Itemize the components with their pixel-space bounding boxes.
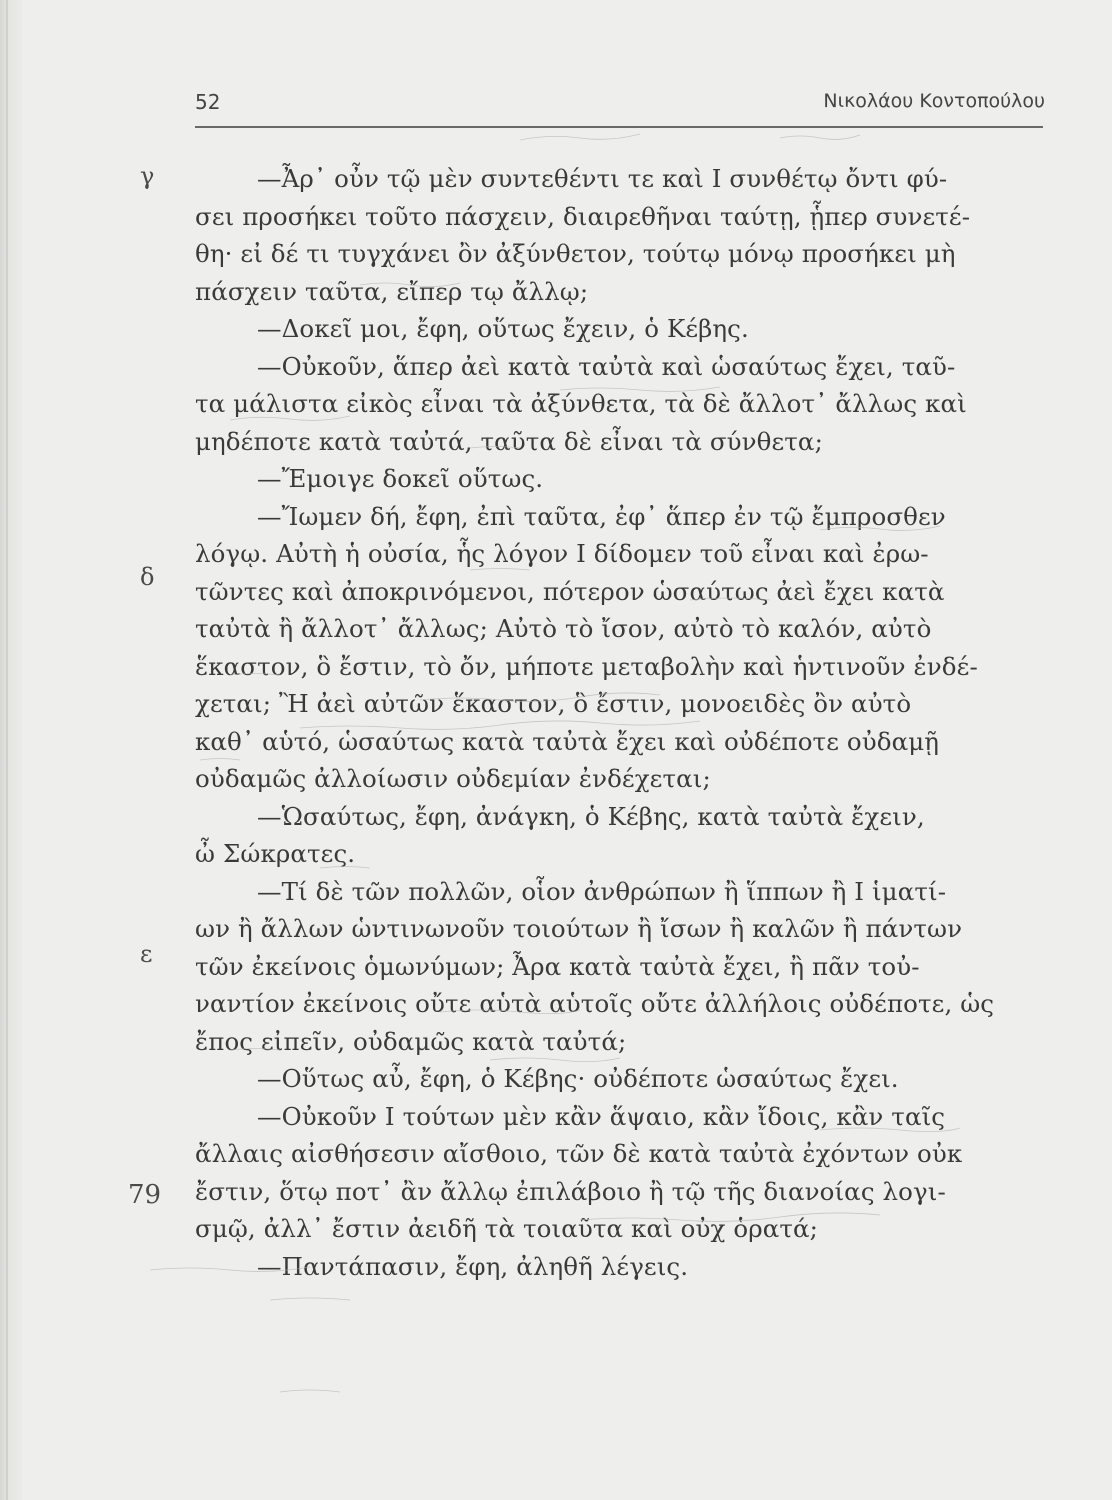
text-line: —Τί δὲ τῶν πολλῶν, οἷον ἀνθρώπων ἢ ἵππων ἢ Ι ἱματί- [257, 876, 947, 906]
text-line: τῶντες καὶ ἀποκρινόμενοι, πότερον ὡσαύτως ἀεὶ ἔχει κατὰ [195, 576, 945, 606]
text-line: καθ᾽ αὑτό, ὡσαύτως κατὰ ταὐτὰ ἔχει καὶ οὐδέποτε οὐδαμῇ [195, 726, 940, 756]
text-line: ἄλλαις αἰσθήσεσιν αἴσθοιο, τῶν δὲ κατὰ ταὐτὰ ἐχόντων οὐκ [195, 1139, 963, 1168]
text-line: ἕκαστον, ὃ ἔστιν, τὸ ὄν, μήποτε μεταβολὴν καὶ ἡντινοῦν ἐνδέ- [195, 651, 978, 681]
text-line: ταὐτὰ ἢ ἄλλοτ᾽ ἄλλως; Αὐτὸ τὸ ἴσον, αὐτὸ τὸ καλόν, αὐτὸ [195, 614, 932, 643]
text-line: —Οὕτως αὖ, ἔφη, ὁ Κέβης· οὐδέποτε ὡσαύτως ἔχει. [257, 1064, 899, 1093]
text-line: θη· εἰ δέ τι τυγχάνει ὂν ἀξύνθετον, τούτῳ μόνῳ προσήκει μὴ [195, 239, 956, 268]
text-line: —Οὐκοῦν, ἅπερ ἀεὶ κατὰ ταὐτὰ καὶ ὡσαύτως ἔχει, ταῦ- [257, 351, 956, 381]
text-line: μηδέποτε κατὰ ταὐτά, ταῦτα δὲ εἶναι τὰ σύνθετα; [195, 426, 823, 456]
page-header [195, 90, 1045, 120]
text-line: τῶν ἐκείνοις ὁμωνύμων; Ἆρα κατὰ ταὐτὰ ἔχει, ἢ πᾶν τοὐ- [195, 951, 920, 981]
page-number: 52 [195, 90, 221, 114]
text-line: —Ἴωμεν δή, ἔφη, ἐπὶ ταῦτα, ἐφ᾽ ἅπερ ἐν τῷ ἔμπροσθεν [257, 501, 946, 531]
text-line: —Παντάπασιν, ἔφη, ἀληθῆ λέγεις. [257, 1251, 689, 1281]
text-line: πάσχειν ταῦτα, εἴπερ τῳ ἄλλῳ; [195, 276, 589, 306]
main-text [195, 160, 1043, 1285]
text-line: —Ἔμοιγε δοκεῖ οὕτως. [257, 464, 544, 493]
section-marker-epsilon: ε [140, 940, 153, 968]
stephanus-number: 79 [128, 1180, 162, 1210]
text-line: ὦ Σώκρατες. [195, 839, 356, 868]
book-page-edge [0, 0, 22, 1500]
text-line: ἔστιν, ὅτῳ ποτ᾽ ἂν ἄλλῳ ἐπιλάβοιο ἢ τῷ τῆς διανοίας λογι- [195, 1176, 946, 1206]
text-line: ων ἢ ἄλλων ὡντινωνοῦν τοιούτων ἢ ἴσων ἢ καλῶν ἢ πάντων [195, 914, 963, 943]
text-line: —Οὐκοῦν Ι τούτων μὲν κἂν ἅψαιο, κἂν ἴδοις, κἂν ταῖς [257, 1101, 946, 1131]
text-line: τα μάλιστα εἰκὸς εἶναι τὰ ἀξύνθετα, τὰ δὲ ἄλλοτ᾽ ἄλλως καὶ [195, 389, 967, 418]
text-line: —Ἆρ᾽ οὖν τῷ μὲν συντεθέντι τε καὶ Ι συνθέτῳ ὄντι φύ- [257, 164, 948, 193]
running-head: Νικολάου Κοντοπούλου [823, 90, 1045, 112]
text-line: λόγῳ. Αὐτὴ ἡ οὐσία, ἧς λόγον Ι δίδομεν τοῦ εἶναι καὶ ἐρω- [195, 539, 929, 568]
text-line: σμῷ, ἀλλ᾽ ἔστιν ἀειδῆ τὰ τοιαῦτα καὶ οὐχ ὁρατά; [195, 1214, 819, 1243]
text-line: —Δοκεῖ μοι, ἔφη, οὕτως ἔχειν, ὁ Κέβης. [257, 314, 749, 343]
text-line: οὐδαμῶς ἀλλοίωσιν οὐδεμίαν ἐνδέχεται; [195, 764, 711, 793]
section-marker-gamma: γ [140, 162, 155, 190]
text-line: σει προσήκει τοῦτο πάσχειν, διαιρεθῆναι ταύτῃ, ᾗπερ συνετέ- [195, 201, 971, 231]
text-line: ἔπος εἰπεῖν, οὐδαμῶς κατὰ ταὐτά; [195, 1026, 627, 1056]
text-line: —Ὡσαύτως, ἔφη, ἀνάγκη, ὁ Κέβης, κατὰ ταὐτὰ ἔχειν, [257, 801, 925, 831]
section-marker-delta: δ [140, 563, 155, 591]
header-rule [195, 126, 1043, 128]
text-line: χεται; Ἢ ἀεὶ αὐτῶν ἕκαστον, ὃ ἔστιν, μονοειδὲς ὂν αὐτὸ [195, 689, 912, 718]
text-line: ναντίον ἐκείνοις οὔτε αὑτὰ αὑτοῖς οὔτε ἀλλήλοις οὐδέποτε, ὡς [195, 989, 995, 1018]
